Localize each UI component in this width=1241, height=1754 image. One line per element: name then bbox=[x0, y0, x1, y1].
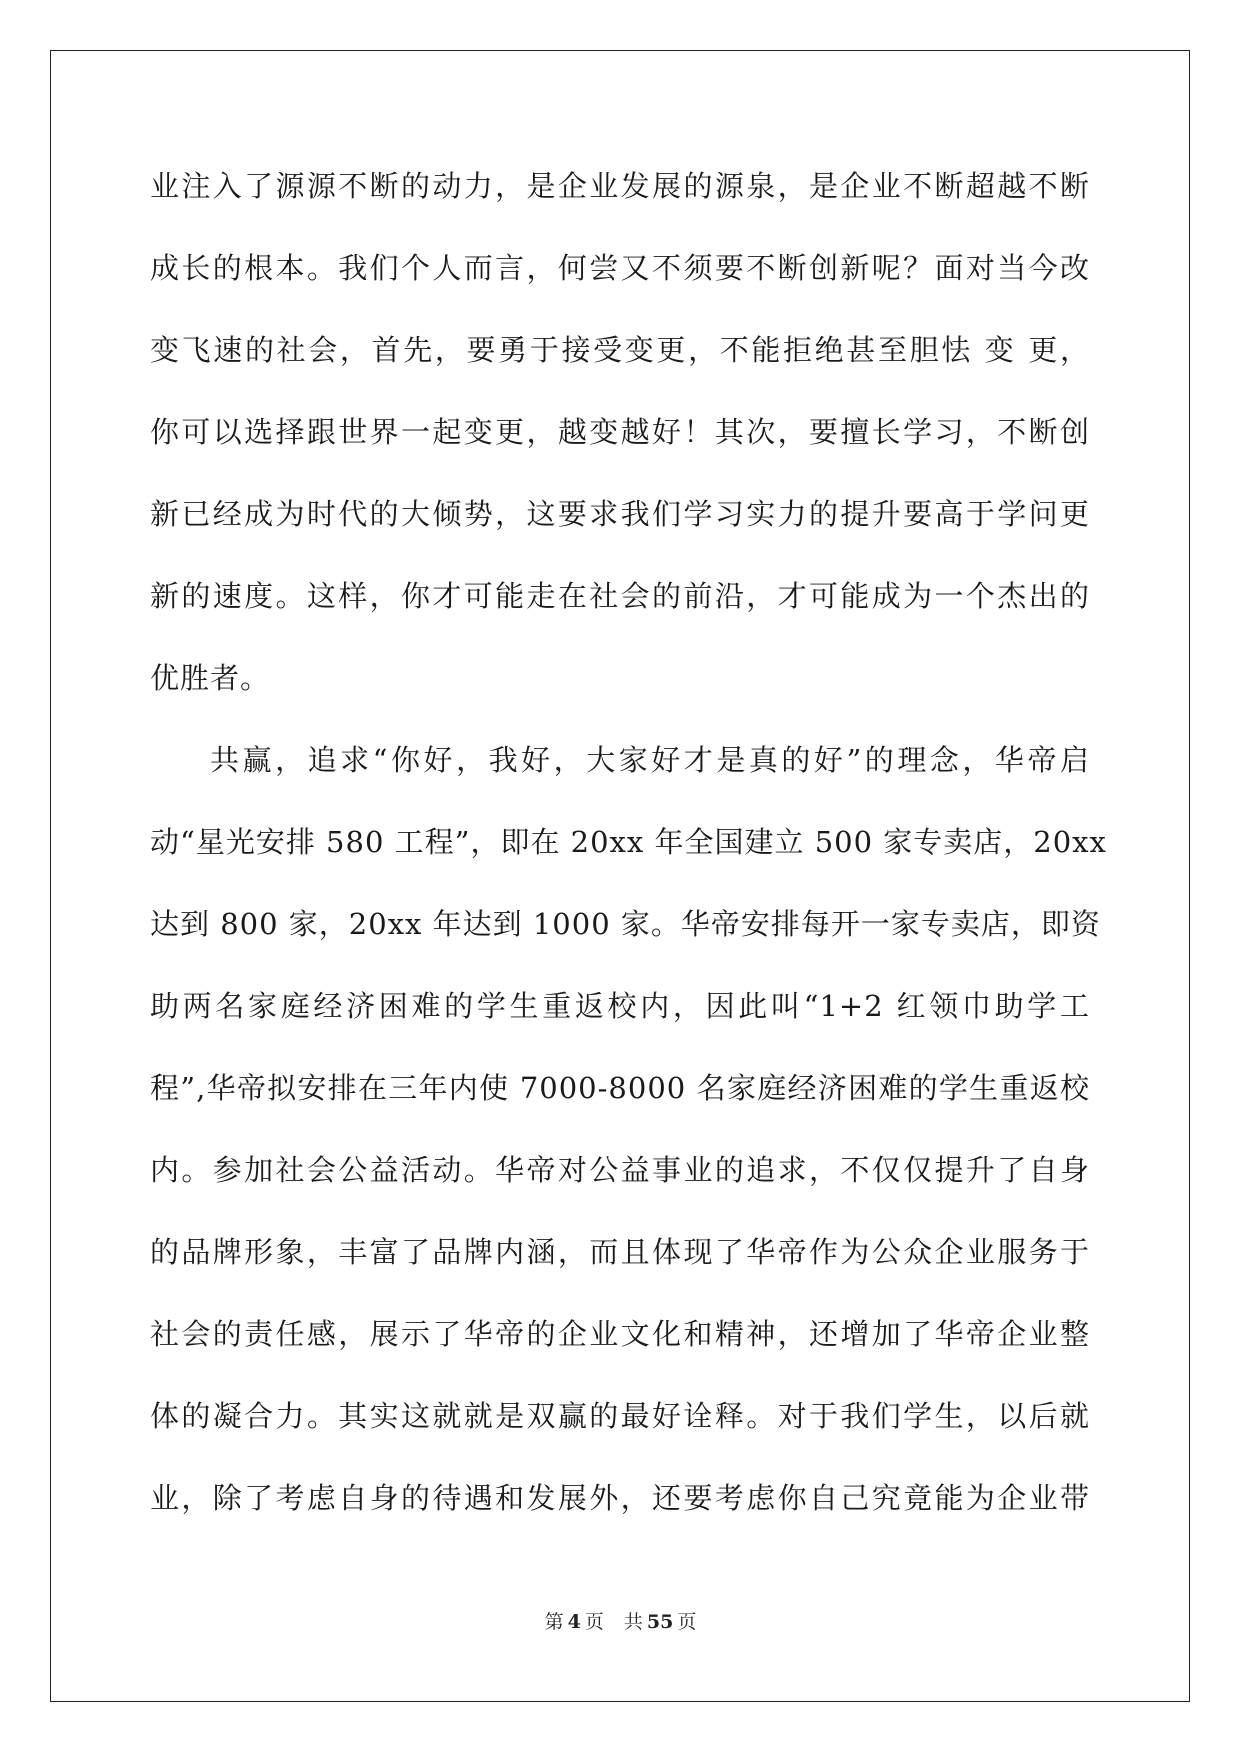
footer-total-prefix: 共 bbox=[623, 1611, 643, 1633]
total-pages: 55 bbox=[646, 1611, 674, 1633]
text-line: 优胜者。 bbox=[150, 661, 271, 695]
page-footer bbox=[0, 1607, 1241, 1634]
text-line: 助两名家庭经济困难的学生重返校内，因此叫“1+2 红领巾助学工 bbox=[150, 989, 1090, 1023]
footer-total-suffix: 页 bbox=[677, 1611, 697, 1633]
text-line: 动“星光安排 580 工程”，即在 20xx 年全国建立 500 家专卖店，20xx bbox=[150, 825, 1107, 859]
text-line: 内。参加社会公益活动。华帝对公益事业的追求，不仅仅提升了自身 bbox=[150, 1153, 1090, 1187]
text-line: 社会的责任感，展示了华帝的企业文化和精神，还增加了华帝企业整 bbox=[150, 1317, 1090, 1351]
text-line: 你可以选择跟世界一起变更，越变越好！其次，要擅长学习，不断创 bbox=[150, 415, 1090, 449]
text-line: 业注入了源源不断的动力，是企业发展的源泉，是企业不断超越不断 bbox=[150, 169, 1090, 203]
text-line: 程”,华帝拟安排在三年内使 7000-8000 名家庭经济困难的学生重返校 bbox=[150, 1071, 1090, 1105]
page-number: 4 bbox=[567, 1611, 581, 1633]
text-line: 变飞速的社会，首先，要勇于接受变更，不能拒绝甚至胆怯 变 更， bbox=[150, 333, 1090, 367]
text-line: 体的凝合力。其实这就就是双赢的最好诠释。对于我们学生，以后就 bbox=[150, 1399, 1090, 1433]
text-line: 新已经成为时代的大倾势，这要求我们学习实力的提升要高于学问更 bbox=[150, 497, 1090, 531]
text-line: 新的速度。这样，你才可能走在社会的前沿，才可能成为一个杰出的 bbox=[150, 579, 1090, 613]
text-line: 的品牌形象，丰富了品牌内涵，而且体现了华帝作为公众企业服务于 bbox=[150, 1235, 1090, 1269]
text-line: 达到 800 家，20xx 年达到 1000 家。华帝安排每开一家专卖店，即资 bbox=[150, 907, 1101, 941]
text-line: 成长的根本。我们个人而言，何尝又不须要不断创新呢？面对当今改 bbox=[150, 251, 1090, 285]
text-line: 业，除了考虑自身的待遇和发展外，还要考虑你自己究竟能为企业带 bbox=[150, 1481, 1090, 1515]
text-line: 共赢，追求“你好，我好，大家好才是真的好”的理念，华帝启 bbox=[210, 743, 1090, 777]
footer-page-suffix: 页 bbox=[584, 1611, 604, 1633]
footer-prefix: 第 bbox=[544, 1611, 564, 1633]
document-body bbox=[150, 160, 1107, 1554]
